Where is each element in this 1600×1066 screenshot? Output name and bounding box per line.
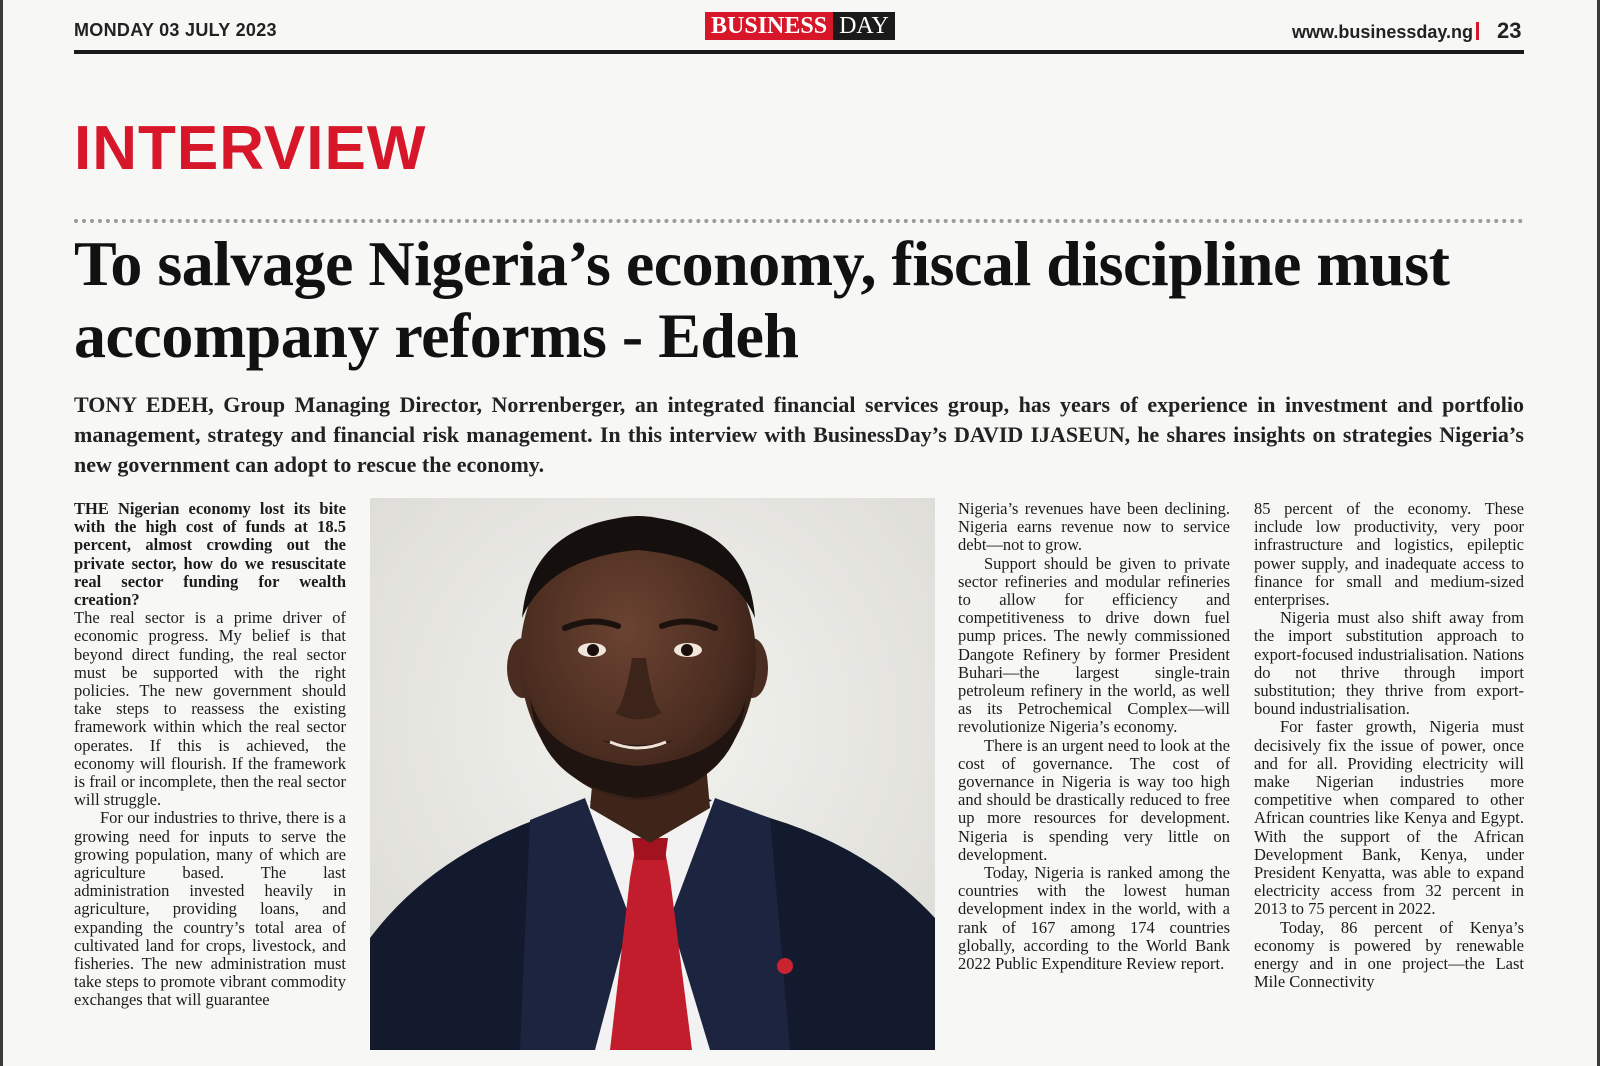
section-label: INTERVIEW [74,114,427,183]
paragraph: Nigeria’s revenues have been declining. Nigeria earns revenue now to service debt—not to grow. [958,500,1230,555]
paragraph: 85 percent of the economy. These include low productivity, very poor infrastructure and logistics, epileptic power supply, and inadequate access to finance for small and medium-sized enterprises. [1254,500,1524,610]
issue-date: MONDAY 03 JULY 2023 [74,20,277,40]
portrait-illustration [370,498,935,1050]
logo-day-text: DAY [833,12,895,40]
paragraph: The real sector is a prime driver of economic progress. My belief is that beyond direct funding, the real sector must be supported with the right policies. The new government should take steps to reassess the existing framework within which the real sector operates. If this is achieved, the economy will flourish. If the framework is frail or incomplete, then the real sector will struggle. [74,608,346,810]
paragraph: Support should be given to private sector refineries and modular refineries to allow for efficiency and competitiveness to drive down fuel pump prices. The newly commissioned Dangote Refinery by former President Buhari—the largest single-train petroleum refinery in the world, as well as its Petrochemical Complex—will revolutionize Nigeria’s economy. [958,553,1230,737]
paragraph: Today, Nigeria is ranked among the countries with the lowest human development index in the world, with a rank of 167 among 174 countries globally, according to the World Bank 2022 Public Expenditure Review report. [958,863,1230,974]
article-column-4 [1254,500,1524,1066]
page-edge-left [0,0,3,1066]
header-separator [1476,22,1479,40]
article-column-3 [958,500,1230,1066]
paragraph: There is an urgent need to look at the cost of governance. The cost of governance in Nigeria is way too high and should be drastically reduced to free up more resources for development. Nigeria is spending very little on development. [958,735,1230,864]
standfirst: TONY EDEH, Group Managing Director, Norrenberger, an integrated financial services group, has years of experience in investment and portfolio management, strategy and financial risk management. In this interview with BusinessDay’s DAVID IJASEUN, he shares insights on strategies Nigeria’s new government can adopt to rescue the economy. [74,392,1524,477]
portrait-photo [370,498,935,1050]
website-url: www.businessday.ng [1292,22,1474,42]
paragraph: Nigeria must also shift away from the import substitution approach to export-focused industrialisation. Nations do not thrive through import substitution; they thrive from export-bound industrialisation. [1254,608,1524,719]
page-number: 23 [1497,18,1522,43]
headline: To salvage Nigeria’s economy, fiscal discipline must accompany reforms - Edeh [74,228,1450,371]
section-divider [74,219,1524,223]
paragraph: For our industries to thrive, there is a growing need for inputs to serve the growing population, many of which are agriculture based. The last administration invested heavily in agriculture, providing loans, and expanding the country’s total area of cultivated land for crops, livestock, and fisheries. The new administration must take steps to promote vibrant commodity exchanges that will guarantee [74,808,346,1010]
header-rule [74,50,1524,54]
logo-business-text: BUSINESS [705,12,833,40]
article-column-1 [74,500,346,1066]
paragraph: For faster growth, Nigeria must decisively fix the issue of power, once and for all. Providing electricity will make Nigerian industries more competitive when compared to other African countries like Kenya and Egypt. With the support of the African Development Bank, Kenya, under President Kenyatta, was able to expand electricity access from 32 percent in 2013 to 75 percent in 2022. [1254,717,1524,919]
businessday-logo [705,12,895,40]
interview-question: THE Nigerian economy lost its bite with the high cost of funds at 18.5 percent, almost crowding out the private sector, how do we resuscitate real sector funding for wealth creation? [74,500,346,610]
paragraph: Today, 86 percent of Kenya’s economy is powered by renewable energy and in one project—the Last Mile Connectivity [1254,917,1524,992]
